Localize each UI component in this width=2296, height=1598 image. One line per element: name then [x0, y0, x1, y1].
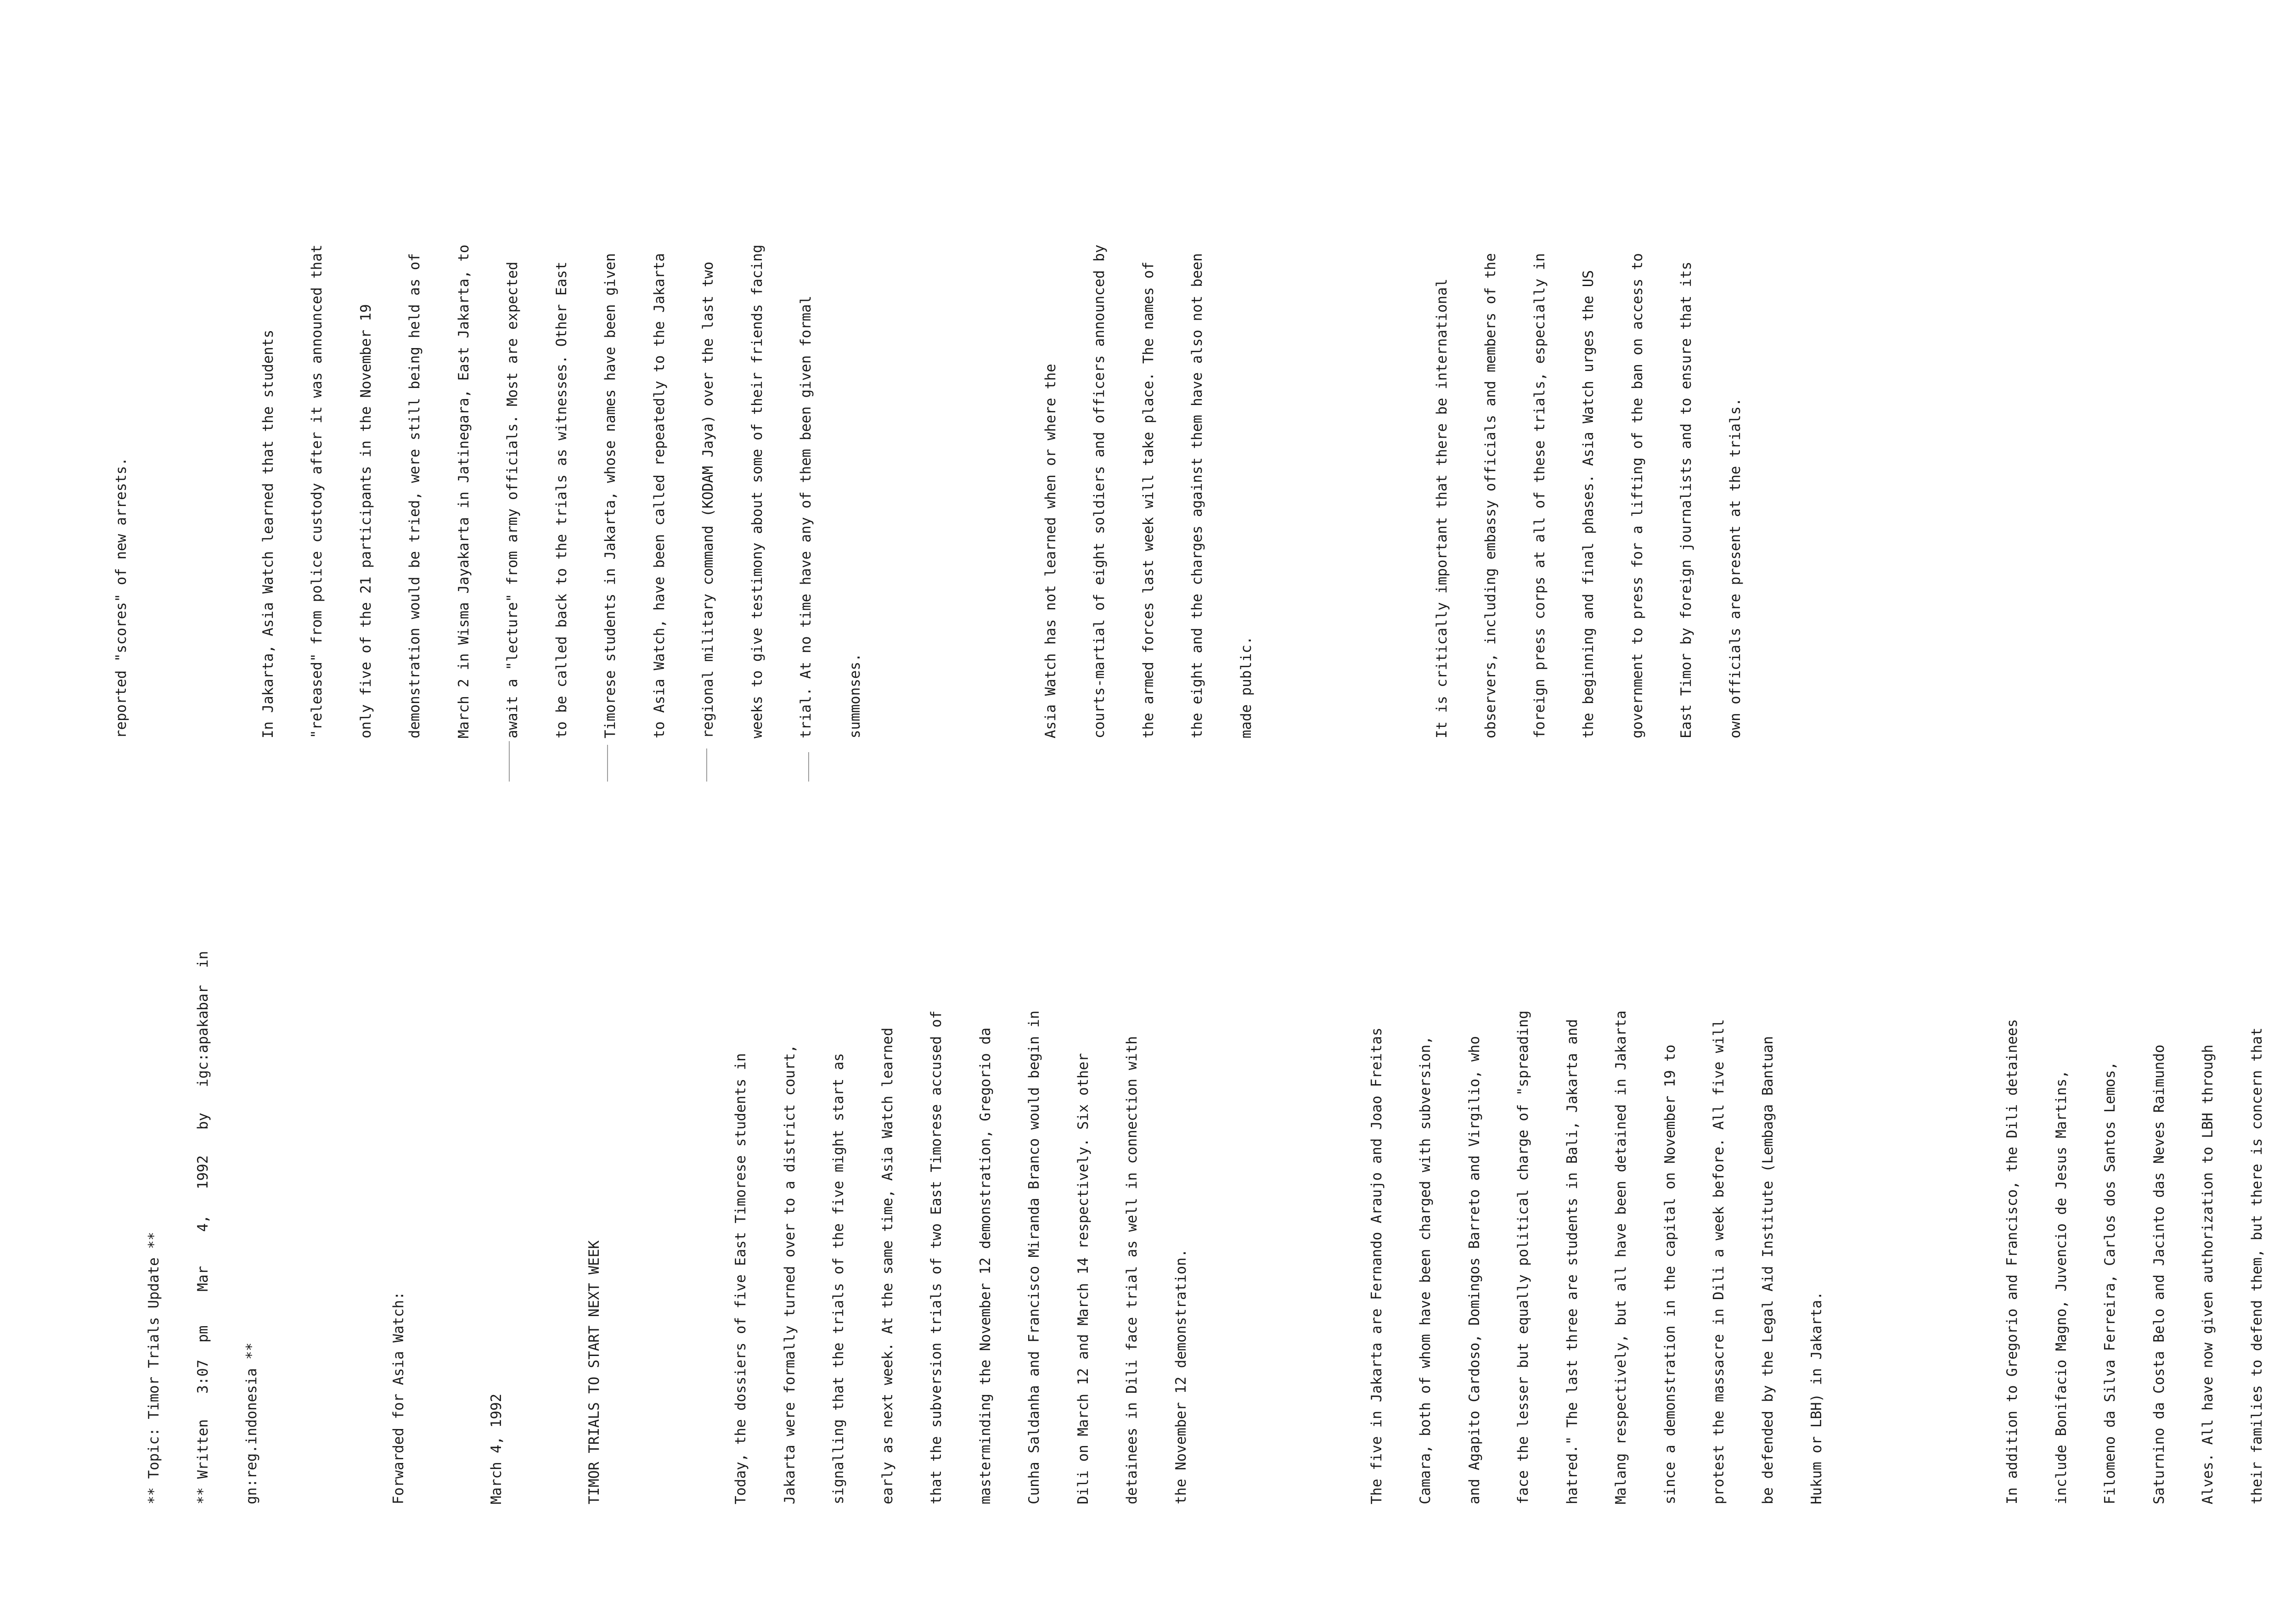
text-line: weeks to give testimony about some of their friends facing: [748, 244, 765, 738]
headline: TIMOR TRIALS TO START NEXT WEEK: [585, 1240, 602, 1504]
text-line: early as next week. At the same time, Asia Watch learned: [879, 1027, 896, 1504]
text-line: detainees in Dili face trial as well in connection with: [1124, 1036, 1140, 1504]
scan-artifact-dash: [706, 748, 707, 782]
text-line: to be called back to the trials as witnesses. Other East: [553, 261, 570, 738]
text-line: the November 12 demonstration.: [1172, 1249, 1189, 1504]
text-line: "released" from police custody after it was announced that: [309, 244, 325, 738]
text-line: In addition to Gregorio and Francisco, the Dili detainees: [2004, 1019, 2020, 1504]
text-line: own officials are present at the trials.: [1727, 398, 1744, 738]
paragraph-today: [700, 788, 1222, 1504]
header-line: gn:reg.indonesia **: [243, 1342, 260, 1504]
forwarded-line: Forwarded for Asia Watch:: [390, 1291, 407, 1504]
text-line: the armed forces last week will take place. The names of: [1140, 261, 1157, 738]
scan-artifact-dash: [509, 741, 510, 782]
text-line: include Bonifacio Magno, Juvencio de Jesus Martins,: [2053, 1070, 2070, 1504]
text-line: Filomeno da Silva Ferreira, Carlos dos Santos Lemos,: [2102, 1061, 2118, 1504]
text-line: their families to defend them, but there is concern that: [2248, 1027, 2265, 1504]
text-line: Timorese students in Jakarta, whose names have been given: [602, 253, 619, 738]
left-column: [81, 788, 2296, 1504]
text-line: Hukum or LBH) in Jakarta.: [1808, 1291, 1825, 1504]
text-line: It is critically important that there be international: [1433, 278, 1450, 738]
text-line: Camara, both of whom have been charged with subversion,: [1417, 1036, 1434, 1504]
text-line: Dili on March 12 and March 14 respectively. Six other: [1075, 1053, 1092, 1504]
text-line: demonstration would be tried, were still being held as of: [406, 253, 423, 738]
text-line: masterminding the November 12 demonstration, Gregorio da: [977, 1027, 994, 1504]
text-line: reported "scores" of new arrests.: [113, 457, 129, 738]
text-line: face the lesser but equally political charge of "spreading: [1515, 1010, 1531, 1504]
text-line: only five of the 21 participants in the November 19: [357, 304, 374, 738]
text-line: Jakarta were formally turned over to a district court,: [781, 1044, 798, 1504]
paragraph-courts-martial: [1010, 22, 1288, 738]
scan-artifact-dash: [607, 745, 608, 782]
text-line: Asia Watch has not learned when or where the: [1042, 364, 1059, 738]
text-line: regional military command (KODAM Jaya) over the last two: [700, 261, 716, 738]
text-line: courts-martial of eight soldiers and officers announced by: [1091, 244, 1108, 738]
date-line: March 4, 1992: [488, 1393, 505, 1504]
text-line: to Asia Watch, have been called repeatedly to the Jakarta: [651, 253, 668, 738]
text-line: the beginning and final phases. Asia Watch urges the US: [1580, 270, 1597, 738]
text-line: the eight and the charges against them have also not been: [1189, 253, 1205, 738]
text-line: Cunha Saldanha and Francisco Miranda Branco would begin in: [1026, 1010, 1042, 1504]
topic-header: [113, 788, 293, 1504]
text-line: East Timor by foreign journalists and to ensure that its: [1678, 261, 1694, 738]
paragraph-released-students: [228, 22, 896, 738]
text-line: and Agapito Cardoso, Domingos Barreto and Virgilio, who: [1466, 1036, 1483, 1504]
right-column: [81, 22, 1809, 738]
text-line: observers, including embassy officials and members of the: [1482, 253, 1499, 738]
text-line: signalling that the trials of the five might start as: [830, 1053, 847, 1504]
header-line: ** Topic: Timor Trials Update **: [146, 1232, 162, 1504]
paragraph-five-in-jakarta: [1336, 788, 1858, 1504]
text-line: The five in Jakarta are Fernando Araujo and Joao Freitas: [1368, 1027, 1385, 1504]
text-line: await a "lecture" from army officials. Most are expected: [504, 261, 521, 738]
text-line: Alves. All have now given authorization to LBH through: [2200, 1044, 2216, 1504]
text-line: hatred." The last three are students in Bali, Jakarta and: [1564, 1019, 1581, 1504]
text-line: trial. At no time have any of them been given formal: [798, 295, 814, 738]
text-line: be defended by the Legal Aid Institute (Lembaga Bantuan: [1759, 1036, 1776, 1504]
text-line: Today, the dossiers of five East Timorese students in: [732, 1053, 749, 1504]
text-line: In Jakarta, Asia Watch learned that the students: [259, 330, 276, 738]
scan-artifact-dash: [808, 752, 809, 782]
text-line: made public.: [1238, 636, 1255, 738]
header-line: ** Written 3:07 pm Mar 4, 1992 by igc:apakabar in: [194, 951, 211, 1504]
paragraph-dili-detainees: [1972, 788, 2296, 1504]
text-line: summonses.: [846, 653, 863, 738]
text-line: foreign press corps at all of these trials, especially in: [1531, 253, 1548, 738]
text-line: protest the massacre in Dili a week before. All five will: [1711, 1019, 1727, 1504]
text-line: Malang respectively, but all have been detained in Jakarta: [1613, 1010, 1629, 1504]
text-line: government to press for a lifting of the ban on access to: [1629, 253, 1646, 738]
paragraph-observers: [1401, 22, 1777, 738]
text-line: since a demonstration in the capital on November 19 to: [1661, 1044, 1678, 1504]
text-line: that the subversion trials of two East Timorese accused of: [928, 1010, 945, 1504]
text-line: Saturnino da Costa Belo and Jacinto das Neves Raimundo: [2150, 1044, 2167, 1504]
text-line: March 2 in Wisma Jayakarta in Jatinegara, East Jakarta, to: [455, 244, 472, 738]
